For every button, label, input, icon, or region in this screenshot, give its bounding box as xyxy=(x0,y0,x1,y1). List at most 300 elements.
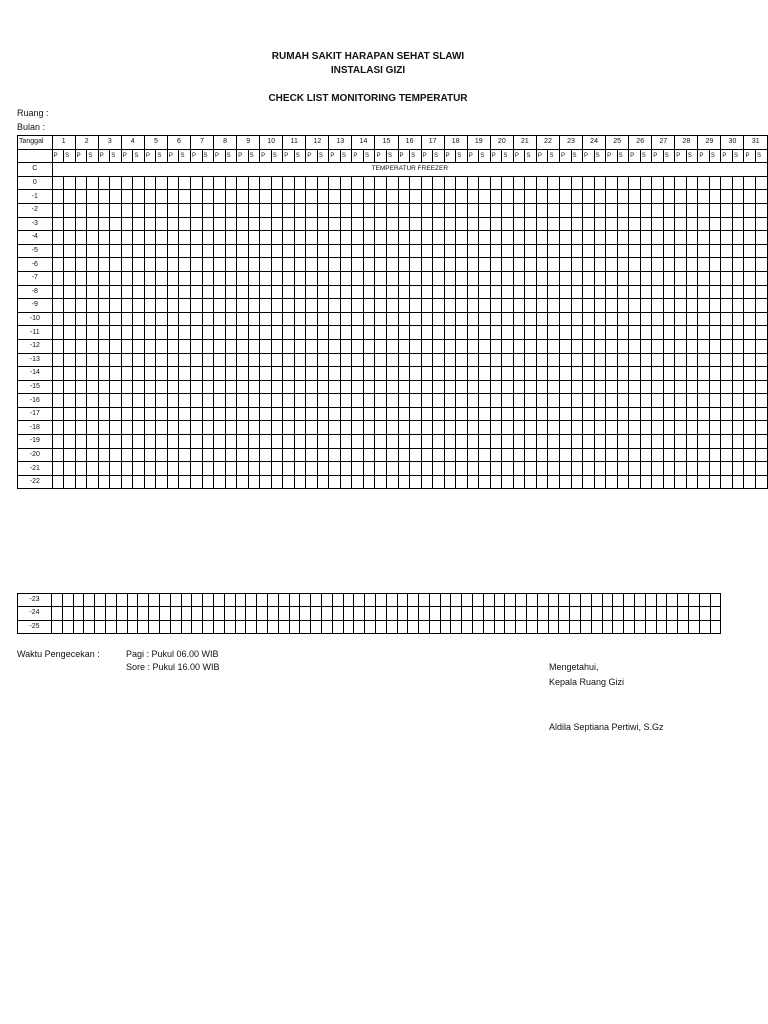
check-cell[interactable] xyxy=(87,462,99,476)
check-cell[interactable] xyxy=(121,367,133,381)
check-cell[interactable] xyxy=(479,326,491,340)
check-cell[interactable] xyxy=(652,312,664,326)
check-cell[interactable] xyxy=(398,285,410,299)
check-cell[interactable] xyxy=(467,258,479,272)
check-cell[interactable] xyxy=(294,285,306,299)
check-cell[interactable] xyxy=(260,190,272,204)
check-cell[interactable] xyxy=(329,421,341,435)
check-cell[interactable] xyxy=(559,367,571,381)
check-cell[interactable] xyxy=(121,475,133,489)
check-cell[interactable] xyxy=(652,462,664,476)
check-cell[interactable] xyxy=(375,353,387,367)
check-cell[interactable] xyxy=(678,607,689,620)
check-cell[interactable] xyxy=(525,271,537,285)
check-cell[interactable] xyxy=(294,462,306,476)
check-cell[interactable] xyxy=(652,339,664,353)
check-cell[interactable] xyxy=(213,594,224,607)
check-cell[interactable] xyxy=(398,435,410,449)
check-cell[interactable] xyxy=(594,217,606,231)
check-cell[interactable] xyxy=(144,380,156,394)
check-cell[interactable] xyxy=(525,244,537,258)
check-cell[interactable] xyxy=(365,594,376,607)
check-cell[interactable] xyxy=(329,271,341,285)
check-cell[interactable] xyxy=(167,435,179,449)
check-cell[interactable] xyxy=(225,448,237,462)
check-cell[interactable] xyxy=(375,475,387,489)
check-cell[interactable] xyxy=(629,258,641,272)
check-cell[interactable] xyxy=(144,448,156,462)
check-cell[interactable] xyxy=(306,244,318,258)
check-cell[interactable] xyxy=(214,299,226,313)
check-cell[interactable] xyxy=(317,462,329,476)
check-cell[interactable] xyxy=(95,620,106,633)
check-cell[interactable] xyxy=(52,299,64,313)
check-cell[interactable] xyxy=(321,620,332,633)
check-cell[interactable] xyxy=(571,217,583,231)
check-cell[interactable] xyxy=(548,394,560,408)
check-cell[interactable] xyxy=(237,203,249,217)
check-cell[interactable] xyxy=(306,176,318,190)
check-cell[interactable] xyxy=(190,367,202,381)
check-cell[interactable] xyxy=(444,353,456,367)
check-cell[interactable] xyxy=(294,367,306,381)
check-cell[interactable] xyxy=(237,176,249,190)
check-cell[interactable] xyxy=(260,312,272,326)
check-cell[interactable] xyxy=(294,312,306,326)
check-cell[interactable] xyxy=(149,594,160,607)
check-cell[interactable] xyxy=(629,435,641,449)
check-cell[interactable] xyxy=(271,271,283,285)
check-cell[interactable] xyxy=(721,190,733,204)
check-cell[interactable] xyxy=(410,380,422,394)
check-cell[interactable] xyxy=(594,203,606,217)
check-cell[interactable] xyxy=(629,312,641,326)
check-cell[interactable] xyxy=(490,244,502,258)
check-cell[interactable] xyxy=(732,244,744,258)
check-cell[interactable] xyxy=(571,380,583,394)
check-cell[interactable] xyxy=(502,231,514,245)
check-cell[interactable] xyxy=(548,448,560,462)
check-cell[interactable] xyxy=(606,407,618,421)
check-cell[interactable] xyxy=(686,353,698,367)
check-cell[interactable] xyxy=(479,217,491,231)
check-cell[interactable] xyxy=(387,190,399,204)
check-cell[interactable] xyxy=(144,407,156,421)
check-cell[interactable] xyxy=(490,407,502,421)
check-cell[interactable] xyxy=(594,312,606,326)
check-cell[interactable] xyxy=(306,271,318,285)
check-cell[interactable] xyxy=(248,176,260,190)
check-cell[interactable] xyxy=(340,299,352,313)
check-cell[interactable] xyxy=(260,394,272,408)
check-cell[interactable] xyxy=(260,380,272,394)
check-cell[interactable] xyxy=(548,594,559,607)
check-cell[interactable] xyxy=(675,339,687,353)
check-cell[interactable] xyxy=(640,353,652,367)
check-cell[interactable] xyxy=(181,620,192,633)
check-cell[interactable] xyxy=(732,285,744,299)
check-cell[interactable] xyxy=(410,353,422,367)
check-cell[interactable] xyxy=(698,475,710,489)
check-cell[interactable] xyxy=(283,176,295,190)
check-cell[interactable] xyxy=(156,271,168,285)
check-cell[interactable] xyxy=(699,594,710,607)
check-cell[interactable] xyxy=(732,367,744,381)
check-cell[interactable] xyxy=(698,421,710,435)
check-cell[interactable] xyxy=(321,594,332,607)
check-cell[interactable] xyxy=(214,326,226,340)
check-cell[interactable] xyxy=(744,407,756,421)
check-cell[interactable] xyxy=(502,244,514,258)
check-cell[interactable] xyxy=(329,339,341,353)
check-cell[interactable] xyxy=(375,203,387,217)
check-cell[interactable] xyxy=(294,353,306,367)
check-cell[interactable] xyxy=(317,326,329,340)
check-cell[interactable] xyxy=(640,380,652,394)
check-cell[interactable] xyxy=(527,620,538,633)
check-cell[interactable] xyxy=(606,353,618,367)
check-cell[interactable] xyxy=(179,203,191,217)
check-cell[interactable] xyxy=(52,353,64,367)
check-cell[interactable] xyxy=(652,271,664,285)
check-cell[interactable] xyxy=(490,176,502,190)
check-cell[interactable] xyxy=(398,394,410,408)
check-cell[interactable] xyxy=(640,394,652,408)
check-cell[interactable] xyxy=(84,594,95,607)
check-cell[interactable] xyxy=(571,435,583,449)
check-cell[interactable] xyxy=(225,380,237,394)
check-cell[interactable] xyxy=(583,285,595,299)
check-cell[interactable] xyxy=(744,435,756,449)
check-cell[interactable] xyxy=(62,607,73,620)
check-cell[interactable] xyxy=(225,258,237,272)
check-cell[interactable] xyxy=(179,462,191,476)
check-cell[interactable] xyxy=(698,231,710,245)
check-cell[interactable] xyxy=(571,448,583,462)
check-cell[interactable] xyxy=(289,594,300,607)
check-cell[interactable] xyxy=(121,326,133,340)
check-cell[interactable] xyxy=(444,380,456,394)
check-cell[interactable] xyxy=(156,176,168,190)
check-cell[interactable] xyxy=(283,475,295,489)
check-cell[interactable] xyxy=(663,312,675,326)
check-cell[interactable] xyxy=(629,394,641,408)
check-cell[interactable] xyxy=(52,448,64,462)
check-cell[interactable] xyxy=(363,312,375,326)
check-cell[interactable] xyxy=(110,299,122,313)
check-cell[interactable] xyxy=(283,435,295,449)
check-cell[interactable] xyxy=(709,190,721,204)
check-cell[interactable] xyxy=(87,353,99,367)
check-cell[interactable] xyxy=(248,407,260,421)
check-cell[interactable] xyxy=(721,176,733,190)
check-cell[interactable] xyxy=(306,312,318,326)
check-cell[interactable] xyxy=(571,353,583,367)
check-cell[interactable] xyxy=(467,407,479,421)
check-cell[interactable] xyxy=(110,190,122,204)
check-cell[interactable] xyxy=(583,231,595,245)
check-cell[interactable] xyxy=(121,299,133,313)
check-cell[interactable] xyxy=(121,231,133,245)
check-cell[interactable] xyxy=(744,285,756,299)
check-cell[interactable] xyxy=(686,299,698,313)
check-cell[interactable] xyxy=(260,462,272,476)
check-cell[interactable] xyxy=(75,190,87,204)
check-cell[interactable] xyxy=(502,367,514,381)
check-cell[interactable] xyxy=(451,620,462,633)
check-cell[interactable] xyxy=(421,380,433,394)
check-cell[interactable] xyxy=(536,231,548,245)
check-cell[interactable] xyxy=(317,367,329,381)
check-cell[interactable] xyxy=(429,607,440,620)
check-cell[interactable] xyxy=(52,326,64,340)
check-cell[interactable] xyxy=(433,258,445,272)
check-cell[interactable] xyxy=(502,176,514,190)
check-cell[interactable] xyxy=(433,448,445,462)
check-cell[interactable] xyxy=(329,394,341,408)
check-cell[interactable] xyxy=(583,271,595,285)
check-cell[interactable] xyxy=(594,176,606,190)
check-cell[interactable] xyxy=(225,394,237,408)
check-cell[interactable] xyxy=(732,312,744,326)
check-cell[interactable] xyxy=(652,190,664,204)
check-cell[interactable] xyxy=(167,258,179,272)
check-cell[interactable] xyxy=(513,231,525,245)
check-cell[interactable] xyxy=(387,176,399,190)
check-cell[interactable] xyxy=(105,607,116,620)
check-cell[interactable] xyxy=(260,367,272,381)
check-cell[interactable] xyxy=(267,620,278,633)
check-cell[interactable] xyxy=(675,244,687,258)
check-cell[interactable] xyxy=(343,594,354,607)
check-cell[interactable] xyxy=(444,421,456,435)
check-cell[interactable] xyxy=(756,271,768,285)
check-cell[interactable] xyxy=(144,394,156,408)
check-cell[interactable] xyxy=(87,407,99,421)
check-cell[interactable] xyxy=(375,176,387,190)
check-cell[interactable] xyxy=(698,326,710,340)
check-cell[interactable] xyxy=(179,353,191,367)
check-cell[interactable] xyxy=(444,462,456,476)
check-cell[interactable] xyxy=(571,421,583,435)
check-cell[interactable] xyxy=(675,435,687,449)
check-cell[interactable] xyxy=(479,312,491,326)
check-cell[interactable] xyxy=(246,620,257,633)
check-cell[interactable] xyxy=(559,607,570,620)
check-cell[interactable] xyxy=(294,448,306,462)
check-cell[interactable] xyxy=(110,217,122,231)
check-cell[interactable] xyxy=(202,244,214,258)
check-cell[interactable] xyxy=(190,190,202,204)
check-cell[interactable] xyxy=(571,176,583,190)
check-cell[interactable] xyxy=(606,285,618,299)
check-cell[interactable] xyxy=(675,475,687,489)
check-cell[interactable] xyxy=(513,258,525,272)
check-cell[interactable] xyxy=(64,421,76,435)
check-cell[interactable] xyxy=(699,607,710,620)
check-cell[interactable] xyxy=(709,258,721,272)
check-cell[interactable] xyxy=(663,407,675,421)
check-cell[interactable] xyxy=(121,217,133,231)
check-cell[interactable] xyxy=(248,258,260,272)
check-cell[interactable] xyxy=(732,203,744,217)
check-cell[interactable] xyxy=(583,380,595,394)
check-cell[interactable] xyxy=(602,594,613,607)
check-cell[interactable] xyxy=(699,620,710,633)
check-cell[interactable] xyxy=(246,607,257,620)
check-cell[interactable] xyxy=(686,394,698,408)
check-cell[interactable] xyxy=(505,607,516,620)
check-cell[interactable] xyxy=(629,380,641,394)
check-cell[interactable] xyxy=(87,380,99,394)
check-cell[interactable] xyxy=(663,326,675,340)
check-cell[interactable] xyxy=(248,190,260,204)
check-cell[interactable] xyxy=(156,339,168,353)
check-cell[interactable] xyxy=(513,367,525,381)
check-cell[interactable] xyxy=(467,299,479,313)
check-cell[interactable] xyxy=(502,407,514,421)
check-cell[interactable] xyxy=(421,475,433,489)
check-cell[interactable] xyxy=(571,367,583,381)
check-cell[interactable] xyxy=(156,203,168,217)
check-cell[interactable] xyxy=(159,594,170,607)
check-cell[interactable] xyxy=(121,435,133,449)
check-cell[interactable] xyxy=(329,244,341,258)
check-cell[interactable] xyxy=(513,326,525,340)
check-cell[interactable] xyxy=(352,271,364,285)
check-cell[interactable] xyxy=(257,620,268,633)
check-cell[interactable] xyxy=(433,339,445,353)
check-cell[interactable] xyxy=(594,353,606,367)
check-cell[interactable] xyxy=(606,258,618,272)
check-cell[interactable] xyxy=(363,231,375,245)
check-cell[interactable] xyxy=(502,258,514,272)
check-cell[interactable] xyxy=(756,299,768,313)
check-cell[interactable] xyxy=(617,176,629,190)
check-cell[interactable] xyxy=(87,394,99,408)
check-cell[interactable] xyxy=(283,244,295,258)
check-cell[interactable] xyxy=(433,421,445,435)
check-cell[interactable] xyxy=(87,217,99,231)
check-cell[interactable] xyxy=(387,285,399,299)
check-cell[interactable] xyxy=(456,380,468,394)
check-cell[interactable] xyxy=(167,367,179,381)
check-cell[interactable] xyxy=(64,176,76,190)
check-cell[interactable] xyxy=(329,448,341,462)
check-cell[interactable] xyxy=(340,190,352,204)
check-cell[interactable] xyxy=(317,312,329,326)
check-cell[interactable] xyxy=(606,190,618,204)
check-cell[interactable] xyxy=(306,448,318,462)
check-cell[interactable] xyxy=(536,190,548,204)
check-cell[interactable] xyxy=(721,285,733,299)
check-cell[interactable] xyxy=(548,607,559,620)
check-cell[interactable] xyxy=(494,620,505,633)
check-cell[interactable] xyxy=(311,594,322,607)
check-cell[interactable] xyxy=(363,475,375,489)
check-cell[interactable] xyxy=(110,407,122,421)
check-cell[interactable] xyxy=(75,475,87,489)
check-cell[interactable] xyxy=(421,339,433,353)
check-cell[interactable] xyxy=(306,258,318,272)
check-cell[interactable] xyxy=(548,380,560,394)
check-cell[interactable] xyxy=(202,407,214,421)
check-cell[interactable] xyxy=(202,176,214,190)
check-cell[interactable] xyxy=(502,394,514,408)
check-cell[interactable] xyxy=(110,176,122,190)
check-cell[interactable] xyxy=(536,448,548,462)
check-cell[interactable] xyxy=(629,190,641,204)
check-cell[interactable] xyxy=(167,462,179,476)
check-cell[interactable] xyxy=(732,462,744,476)
check-cell[interactable] xyxy=(375,217,387,231)
check-cell[interactable] xyxy=(513,435,525,449)
check-cell[interactable] xyxy=(709,367,721,381)
check-cell[interactable] xyxy=(525,299,537,313)
check-cell[interactable] xyxy=(179,448,191,462)
check-cell[interactable] xyxy=(456,475,468,489)
check-cell[interactable] xyxy=(721,407,733,421)
check-cell[interactable] xyxy=(317,217,329,231)
check-cell[interactable] xyxy=(202,285,214,299)
check-cell[interactable] xyxy=(617,462,629,476)
check-cell[interactable] xyxy=(260,339,272,353)
check-cell[interactable] xyxy=(144,244,156,258)
check-cell[interactable] xyxy=(138,594,149,607)
check-cell[interactable] xyxy=(675,299,687,313)
check-cell[interactable] xyxy=(283,353,295,367)
check-cell[interactable] xyxy=(606,475,618,489)
check-cell[interactable] xyxy=(75,394,87,408)
check-cell[interactable] xyxy=(271,176,283,190)
check-cell[interactable] xyxy=(133,285,145,299)
check-cell[interactable] xyxy=(294,380,306,394)
check-cell[interactable] xyxy=(62,594,73,607)
check-cell[interactable] xyxy=(467,203,479,217)
check-cell[interactable] xyxy=(548,435,560,449)
check-cell[interactable] xyxy=(179,190,191,204)
check-cell[interactable] xyxy=(214,312,226,326)
check-cell[interactable] xyxy=(52,435,64,449)
check-cell[interactable] xyxy=(675,231,687,245)
check-cell[interactable] xyxy=(462,607,473,620)
check-cell[interactable] xyxy=(548,271,560,285)
check-cell[interactable] xyxy=(181,594,192,607)
check-cell[interactable] xyxy=(363,462,375,476)
check-cell[interactable] xyxy=(98,231,110,245)
check-cell[interactable] xyxy=(686,217,698,231)
check-cell[interactable] xyxy=(732,231,744,245)
check-cell[interactable] xyxy=(606,380,618,394)
check-cell[interactable] xyxy=(456,394,468,408)
check-cell[interactable] xyxy=(52,244,64,258)
check-cell[interactable] xyxy=(156,353,168,367)
check-cell[interactable] xyxy=(225,176,237,190)
check-cell[interactable] xyxy=(398,271,410,285)
check-cell[interactable] xyxy=(87,367,99,381)
check-cell[interactable] xyxy=(352,190,364,204)
check-cell[interactable] xyxy=(629,448,641,462)
check-cell[interactable] xyxy=(52,190,64,204)
check-cell[interactable] xyxy=(490,353,502,367)
check-cell[interactable] xyxy=(237,190,249,204)
check-cell[interactable] xyxy=(433,176,445,190)
check-cell[interactable] xyxy=(456,407,468,421)
check-cell[interactable] xyxy=(133,217,145,231)
check-cell[interactable] xyxy=(179,299,191,313)
check-cell[interactable] xyxy=(235,607,246,620)
check-cell[interactable] xyxy=(167,285,179,299)
